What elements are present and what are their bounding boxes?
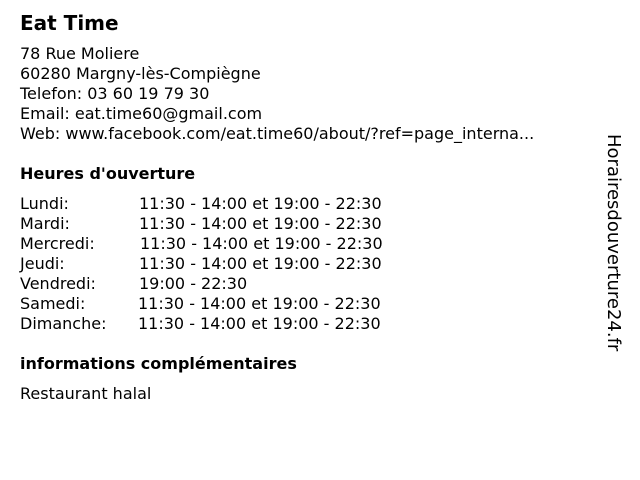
hours-row-saturday bbox=[20, 294, 440, 314]
day-hours: 11:30 - 14:00 et 19:00 - 22:30 bbox=[138, 314, 381, 333]
web-line: Web: www.facebook.com/eat.time60/about/?ref=page_interna... bbox=[20, 124, 535, 143]
day-hours: 11:30 - 14:00 et 19:00 - 22:30 bbox=[138, 294, 381, 313]
day-label: Jeudi: bbox=[20, 254, 65, 273]
day-hours: 11:30 - 14:00 et 19:00 - 22:30 bbox=[139, 214, 382, 233]
hours-row-friday bbox=[20, 274, 440, 294]
hours-row-tuesday bbox=[20, 214, 440, 234]
day-label: Lundi: bbox=[20, 194, 69, 213]
day-hours: 11:30 - 14:00 et 19:00 - 22:30 bbox=[139, 194, 382, 213]
hours-row-sunday bbox=[20, 314, 440, 334]
day-hours: 19:00 - 22:30 bbox=[139, 274, 248, 293]
hours-row-wednesday bbox=[20, 234, 440, 254]
hours-row-thursday bbox=[20, 254, 440, 274]
day-label: Samedi: bbox=[20, 294, 86, 313]
address-street: 78 Rue Moliere bbox=[20, 44, 140, 63]
phone-line: Telefon: 03 60 19 79 30 bbox=[20, 84, 210, 103]
info-heading: informations complémentaires bbox=[20, 354, 297, 373]
email-line: Email: eat.time60@gmail.com bbox=[20, 104, 263, 123]
day-hours: 11:30 - 14:00 et 19:00 - 22:30 bbox=[139, 254, 382, 273]
day-hours: 11:30 - 14:00 et 19:00 - 22:30 bbox=[140, 234, 383, 253]
day-label: Mercredi: bbox=[20, 234, 95, 253]
site-brand-vertical: Horairesdouverture24.fr bbox=[603, 134, 624, 352]
day-label: Mardi: bbox=[20, 214, 70, 233]
address-city: 60280 Margny-lès-Compiègne bbox=[20, 64, 261, 83]
business-name: Eat Time bbox=[20, 11, 119, 35]
info-text: Restaurant halal bbox=[20, 384, 152, 403]
day-label: Vendredi: bbox=[20, 274, 96, 293]
hours-row-monday bbox=[20, 194, 440, 214]
day-label: Dimanche: bbox=[20, 314, 107, 333]
hours-heading: Heures d'ouverture bbox=[20, 164, 196, 183]
